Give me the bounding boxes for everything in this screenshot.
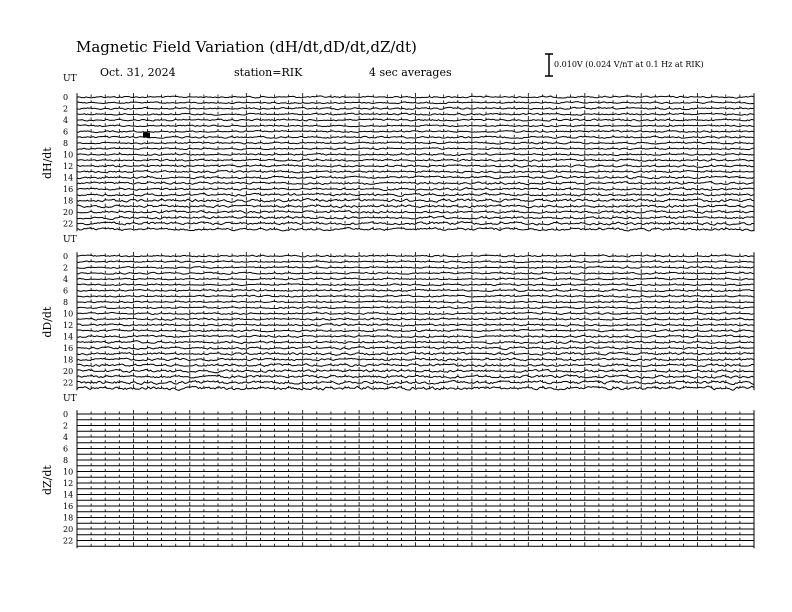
hour-label-12: 12 [63, 321, 74, 330]
hour-label-12: 12 [63, 479, 74, 488]
panel-dzdt [41, 394, 754, 548]
hour-label-6: 6 [63, 127, 69, 137]
trace-row-10 [77, 154, 754, 156]
hour-label-6: 6 [63, 286, 69, 296]
hour-ticks [77, 321, 754, 325]
hour-ticks [77, 450, 754, 454]
hour-label-12: 12 [63, 162, 74, 171]
hour-label-2: 2 [63, 263, 69, 273]
hour-ticks [77, 485, 754, 489]
hour-ticks [77, 462, 754, 466]
trace-row-6 [77, 289, 754, 291]
y-axis-label: dZ/dt [41, 465, 54, 496]
hour-label-18: 18 [63, 196, 74, 206]
hour-ticks [77, 531, 754, 535]
hour-label-0: 0 [63, 252, 69, 261]
trace-row-3 [77, 272, 754, 274]
averaging-label: 4 sec averages [369, 66, 452, 79]
trace-row-17 [77, 193, 754, 196]
panel-dddt [41, 235, 754, 390]
hour-ticks [77, 427, 754, 431]
y-axis-label: dD/dt [41, 306, 54, 338]
hour-label-0: 0 [63, 410, 69, 419]
hour-ticks [77, 445, 754, 449]
scale-bar [545, 54, 553, 76]
hour-ticks [77, 519, 754, 523]
ut-label: UT [63, 74, 77, 84]
hour-label-16: 16 [63, 185, 74, 194]
hour-ticks [77, 479, 754, 483]
hour-ticks [77, 496, 754, 500]
hour-label-18: 18 [63, 513, 74, 523]
hour-ticks [77, 508, 754, 512]
hour-ticks [77, 473, 754, 477]
trace-row-8 [77, 142, 754, 144]
hour-ticks [77, 502, 754, 506]
station-label: station=RIK [234, 66, 303, 79]
hour-ticks [77, 197, 754, 201]
hour-label-22: 22 [63, 536, 74, 546]
trace-row-18 [77, 358, 754, 361]
hour-ticks [77, 456, 754, 460]
hour-ticks [77, 422, 754, 426]
hour-label-22: 22 [63, 378, 74, 388]
hour-ticks [77, 525, 754, 529]
hour-label-4: 4 [63, 433, 69, 442]
trace-row-1 [77, 261, 754, 263]
hour-label-20: 20 [63, 208, 74, 217]
hour-ticks [77, 537, 754, 541]
hour-label-14: 14 [63, 173, 74, 183]
hour-ticks [77, 514, 754, 518]
hour-label-18: 18 [63, 355, 74, 365]
hour-ticks [77, 410, 754, 414]
ut-label: UT [63, 394, 77, 404]
hour-label-20: 20 [63, 367, 74, 376]
hour-ticks [77, 468, 754, 472]
hour-ticks [77, 433, 754, 437]
hour-label-8: 8 [63, 298, 69, 307]
ut-label: UT [63, 235, 77, 245]
hour-ticks [77, 252, 754, 256]
hour-ticks [77, 292, 754, 296]
hour-ticks [77, 542, 754, 546]
hour-label-10: 10 [63, 150, 74, 160]
hour-label-6: 6 [63, 444, 69, 454]
hour-label-10: 10 [63, 309, 74, 319]
hour-label-2: 2 [63, 104, 69, 114]
y-axis-label: dH/dt [41, 147, 54, 180]
hour-label-8: 8 [63, 456, 69, 465]
scale-note: 0.010V (0.024 V/nT at 0.1 Hz at RIK) [554, 60, 704, 69]
chart-title: Magnetic Field Variation (dH/dt,dD/dt,dZ/dt) [76, 38, 417, 56]
hour-label-0: 0 [63, 93, 69, 102]
hour-ticks [77, 491, 754, 495]
trace-marker [143, 133, 150, 138]
hour-label-4: 4 [63, 275, 69, 284]
panel-dhdt [41, 74, 754, 231]
hour-label-16: 16 [63, 344, 74, 353]
trace-row-6 [77, 130, 754, 132]
hour-label-22: 22 [63, 219, 74, 229]
hour-label-10: 10 [63, 467, 74, 477]
hour-ticks [77, 191, 754, 195]
hour-label-20: 20 [63, 525, 74, 534]
hour-label-14: 14 [63, 332, 74, 342]
hour-label-14: 14 [63, 490, 74, 500]
hour-ticks [77, 416, 754, 420]
trace-row-16 [77, 347, 754, 350]
hour-label-4: 4 [63, 116, 69, 125]
hour-label-2: 2 [63, 421, 69, 431]
hour-label-8: 8 [63, 139, 69, 148]
trace-row-5 [77, 284, 754, 286]
hour-ticks [77, 439, 754, 443]
hour-label-16: 16 [63, 502, 74, 511]
date-label: Oct. 31, 2024 [100, 66, 176, 79]
